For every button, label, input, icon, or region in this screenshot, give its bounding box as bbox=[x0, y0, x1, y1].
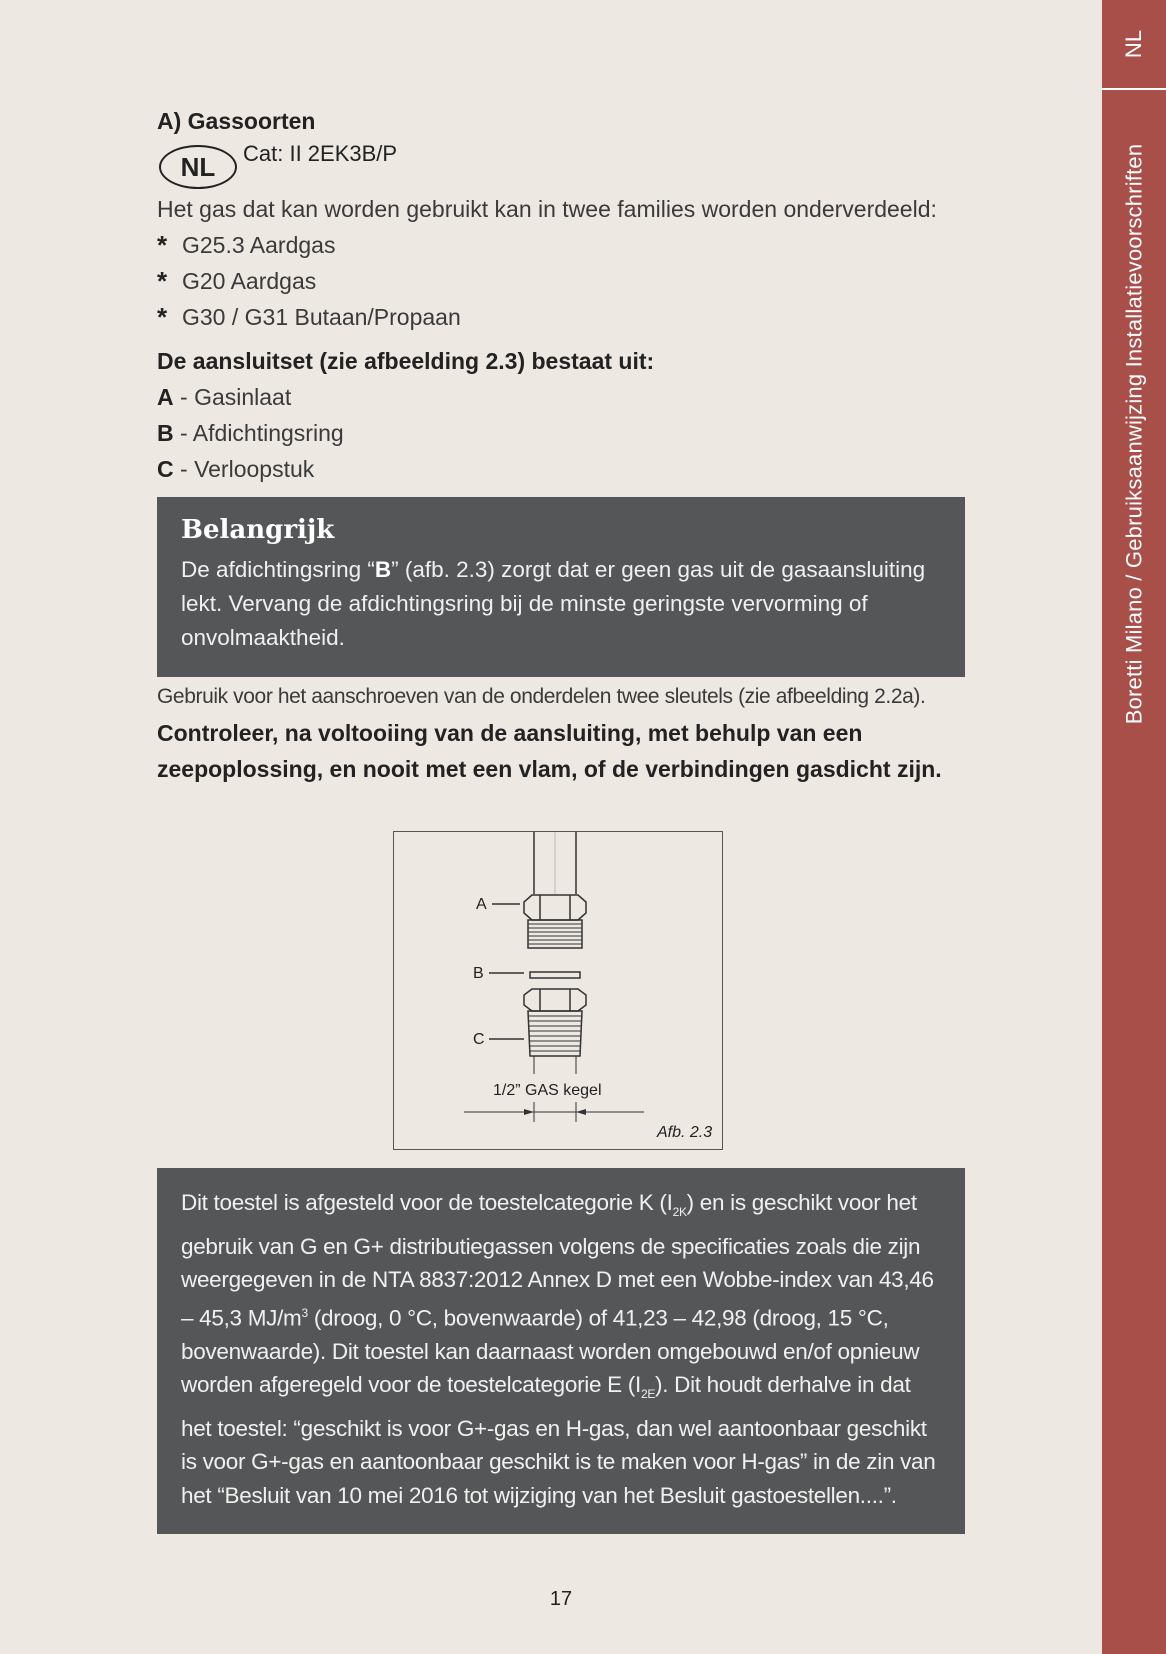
connection-kit-drawing bbox=[394, 832, 724, 1151]
info-superscript: 3 bbox=[301, 1305, 308, 1320]
list-item bbox=[157, 299, 965, 335]
list-item bbox=[157, 415, 965, 451]
bullet-star-icon: * bbox=[157, 266, 168, 296]
bullet-star-icon: * bbox=[157, 230, 168, 260]
figure-label-c: C bbox=[473, 1031, 485, 1048]
page-number: 17 bbox=[549, 1588, 573, 1610]
part-letter: A bbox=[157, 384, 174, 410]
list-item bbox=[157, 379, 965, 415]
section-heading: A) Gassoorten bbox=[157, 108, 316, 134]
part-text: - Gasinlaat bbox=[173, 384, 292, 410]
figure-label-a: A bbox=[476, 896, 487, 913]
info-text-part: ) en is geschikt voor het gebruik van G en G+ distributiegassen volgens de specificaties zoals die zijn weergegeven in de NTA 8837:2012 Annex D met een Wobbe-index van 43,46 – 45,3 MJ/m bbox=[181, 1190, 934, 1330]
info-text-part: Dit toestel is afgesteld voor de toestelcategorie K (I bbox=[181, 1190, 673, 1215]
info-box bbox=[157, 1168, 965, 1534]
connection-kit-figure bbox=[393, 831, 723, 1150]
info-subscript: 2E bbox=[640, 1387, 656, 1401]
list-item bbox=[157, 227, 965, 263]
info-text-part: ). Dit houdt derhalve in dat het toestel: “geschikt is voor G+-gas en H-gas, dan wel aantoonbaar geschikt is voor G+-gas en aantoonbaar geschikt is te maken voor H-gas” in de zin van het “Besluit van 10 mei 2016 tot wijziging van het Besluit gastoestellen....”. bbox=[181, 1372, 936, 1508]
parts-list bbox=[157, 379, 965, 487]
part-letter: C bbox=[157, 456, 174, 482]
figure-label-b: B bbox=[473, 965, 484, 982]
kit-heading: De aansluitset (zie afbeelding 2.3) bestaat uit: bbox=[157, 348, 655, 374]
bullet-star-icon: * bbox=[157, 302, 168, 332]
country-badge: NL bbox=[159, 145, 237, 189]
important-text bbox=[181, 553, 941, 655]
wrench-note: Gebruik voor het aanschroeven van de onderdelen twee sleutels (zie afbeelding 2.2a). bbox=[157, 685, 926, 708]
important-box bbox=[157, 497, 965, 677]
gas-item-text: G25.3 Aardgas bbox=[182, 232, 336, 258]
list-item bbox=[157, 451, 965, 487]
important-text-bold: B bbox=[374, 557, 392, 582]
gas-item-text: G30 / G31 Butaan/Propaan bbox=[182, 304, 461, 330]
info-subscript: 2K bbox=[672, 1205, 687, 1219]
list-item bbox=[157, 263, 965, 299]
info-text bbox=[181, 1186, 941, 1512]
sidebar-language bbox=[1102, 0, 1166, 88]
sidebar-divider bbox=[1102, 88, 1166, 90]
main-content bbox=[157, 108, 965, 787]
sidebar-title bbox=[1102, 96, 1166, 771]
category-row bbox=[157, 141, 965, 191]
important-text-start: De afdichtingsring “ bbox=[181, 557, 375, 582]
important-title: Belangrijk bbox=[181, 515, 335, 545]
part-letter: B bbox=[157, 420, 174, 446]
dimension-label: 1/2” GAS kegel bbox=[493, 1082, 602, 1099]
info-text-part: (droog, 0 °C, bovenwaarde) of 41,23 – 42,98 (droog, 15 °C, bovenwaarde). Dit toestel kan daarnaast worden omgebouwd en/of opnieuw worden afgeregeld voor de toestelcategorie E (I bbox=[181, 1305, 920, 1397]
sidebar-language-label: NL bbox=[1121, 29, 1146, 59]
important-text-end: ” (afb. 2.3) zorgt dat er geen gas uit de gasaansluiting lekt. Vervang de afdichtingsring bij de minste geringste vervorming of onvolmaaktheid. bbox=[181, 557, 926, 650]
gas-category: Cat: II 2EK3B/P bbox=[243, 141, 398, 166]
gas-list bbox=[157, 227, 965, 335]
sidebar-title-text: Boretti Milano / Gebruiksaanwijzing Installatievoorschriften bbox=[1121, 143, 1147, 724]
part-text: - Verloopstuk bbox=[173, 456, 315, 482]
gas-intro: Het gas dat kan worden gebruikt kan in twee families worden onderverdeeld: bbox=[157, 196, 937, 222]
leak-check-note: Controleer, na voltooiing van de aansluiting, met behulp van een zeepoplossing, en nooit met een vlam, of de verbindingen gasdicht zijn. bbox=[157, 720, 942, 782]
gas-item-text: G20 Aardgas bbox=[182, 268, 317, 294]
part-text: - Afdichtingsring bbox=[173, 420, 344, 446]
figure-caption: Afb. 2.3 bbox=[657, 1124, 713, 1141]
